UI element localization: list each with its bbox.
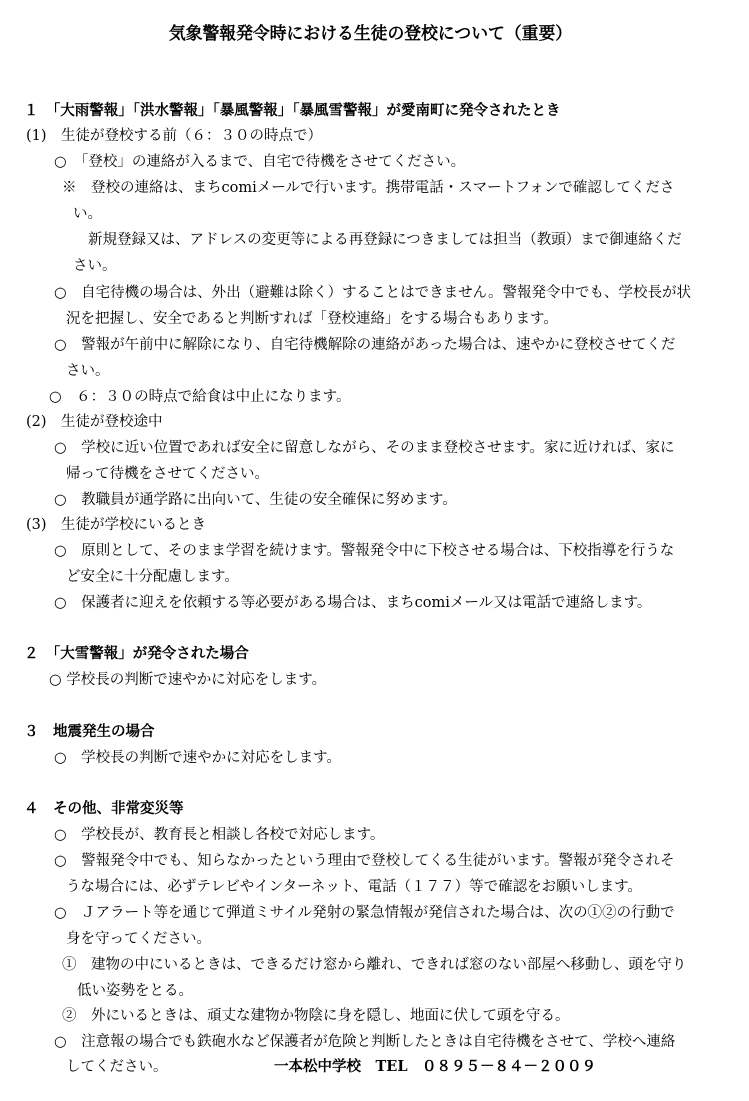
text-line: ○ 警報発令中でも、知らなかったという理由で登校してくる生徒がいます。警報が発令されそ [54, 853, 675, 869]
text-line: ○ 学校に近い位置であれば安全に留意しながら、そのまま登校させます。家に近ければ、家に [54, 440, 675, 456]
text-line: ○ 警報が午前中に解除になり、自宅待機解除の連絡があった場合は、速やかに登校させてくだ [54, 337, 676, 353]
note-line: ※ 登校の連絡は、まちcomiメールで行います。携帯電話・スマートフォンで確認してくださ [62, 180, 675, 196]
text-line: 身を守ってください。 [66, 931, 211, 947]
section-1-heading: １ 「大雨警報」「洪水警報」「暴風警報」「暴風雪警報」が愛南町に発令されたとき [24, 102, 561, 119]
text-line: ② 外にいるときは、頑丈な建物か物陰に身を隠し、地面に伏して頭を守る。 [62, 1008, 570, 1024]
text-line: ○ 学校長の判断で速やかに対応をします。 [49, 672, 327, 688]
text-line: ど安全に十分配慮します。 [66, 569, 239, 585]
text-line: 帰って待機をさせてください。 [66, 466, 269, 482]
text-line: ① 建物の中にいるときは、できるだけ窓から離れ、できれば窓のない部屋へ移動し、頭を守り [62, 957, 687, 973]
section-2-heading: ２ 「大雪警報」が発令された場合 [24, 645, 249, 662]
subsection-1-1-heading: (1) 生徒が登校する前（６：３０の時点で） [26, 128, 323, 144]
school-contact: 一本松中学校 TEL ０８９５－８４－２００９ [274, 1058, 597, 1075]
section-3-heading: ３ 地震発生の場合 [24, 723, 155, 740]
subsection-1-3-heading: (3) 生徒が学校にいるとき [26, 517, 207, 533]
subsection-1-2-heading: (2) 生徒が登校途中 [26, 414, 163, 430]
text-line: さい。 [66, 363, 110, 379]
text-line: ○ 教職員が通学路に出向いて、生徒の安全確保に努めます。 [54, 492, 457, 508]
note-line: 新規登録又は、アドレスの変更等による再登録につきましては担当（教頭）まで御連絡くだ [88, 232, 682, 248]
text-line: ○ 保護者に迎えを依頼する等必要がある場合は、まちcomiメール又は電話で連絡します。 [54, 595, 652, 611]
text-line: 低い姿勢をとる。 [77, 983, 193, 999]
text-line: ○ 学校長の判断で速やかに対応をします。 [54, 750, 341, 766]
text-line: ○ 自宅待機の場合は、外出（避難は除く）することはできません。警報発令中でも、学校長が状 [54, 285, 692, 301]
text-line: ○ 「登校」の連絡が入るまで、自宅で待機をさせてください。 [54, 154, 466, 170]
text-line: ○ 原則として、そのまま学習を続けます。警報発令中に下校させる場合は、下校指導を行うな [54, 543, 675, 559]
note-line: さい。 [73, 258, 117, 274]
text-line: してください。 [66, 1059, 168, 1075]
text-line: うな場合には、必ずテレビやインターネット、電話（１７７）等で確認をお願いします。 [66, 879, 642, 895]
text-line: ○ 学校長が、教育長と相談し各校で対応します。 [54, 827, 385, 843]
text-line: ○ Ｊアラート等を通じて弾道ミサイル発射の緊急情報が発信された場合は、次の①②の行動で [54, 905, 675, 921]
text-line: 況を把握し、安全であると判断すれば「登校連絡」をする場合もあります。 [66, 311, 558, 327]
note-line: い。 [73, 206, 102, 222]
text-line: ○ 注意報の場合でも鉄砲水など保護者が危険と判断したときは自宅待機をさせて、学校へ連絡 [54, 1034, 676, 1050]
text-line: ○ ６：３０の時点で給食は中止になります。 [49, 389, 351, 405]
section-4-heading: ４ その他、非常変災等 [24, 800, 184, 817]
page-title: 気象警報発令時における生徒の登校について（重要） [168, 24, 573, 44]
